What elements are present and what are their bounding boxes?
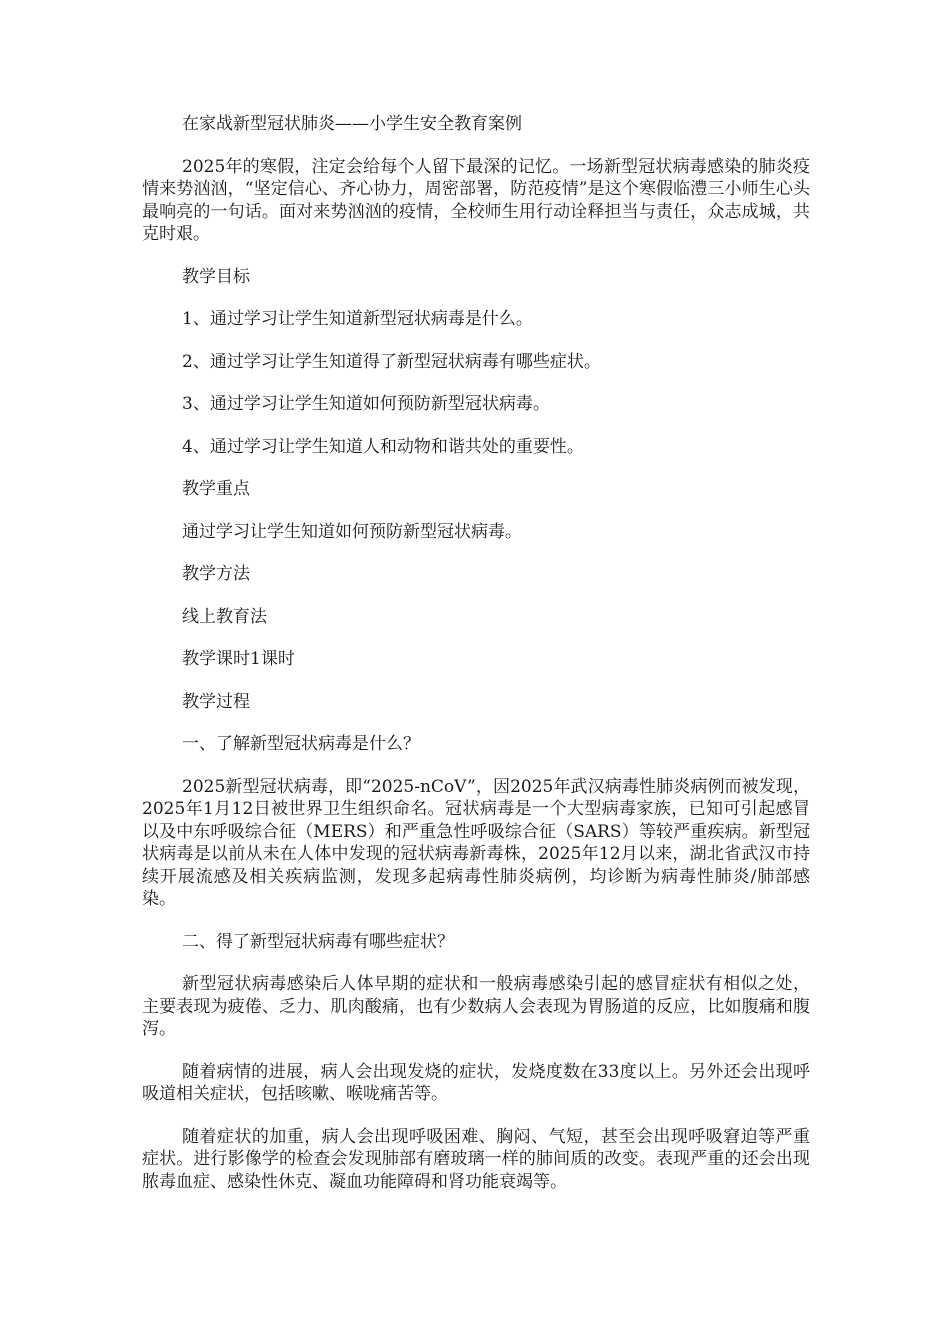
focus-text: 通过学习让学生知道如何预防新型冠状病毒。 [182, 521, 522, 542]
objective-item: 1、通过学习让学生知道新型冠状病毒是什么。 [182, 309, 533, 329]
objectives-heading: 教学目标 [182, 266, 250, 287]
objective-item: 2、通过学习让学生知道得了新型冠状病毒有哪些症状。 [182, 351, 601, 372]
method-text: 线上教育法 [182, 606, 267, 627]
focus-heading: 教学重点 [182, 479, 250, 499]
document-body [142, 113, 810, 1213]
document-title: 在家战新型冠状肺炎——小学生安全教育案例 [182, 114, 522, 134]
section2-paragraph-early-symptoms: 新型冠状病毒感染后人体早期的症状和一般病毒感染引起的感冒症状有相似之处，主要表现为疲倦、乏力、肌肉酸痛，也有少数病人会表现为胃肠道的反应，比如腹痛和腹泻。 [142, 974, 810, 1039]
hours-text: 教学课时1课时 [182, 649, 295, 669]
section2-heading: 二、得了新型冠状病毒有哪些症状？ [182, 931, 454, 952]
objective-item: 4、通过学习让学生知道人和动物和谐共处的重要性。 [182, 436, 584, 457]
section1-heading: 一、了解新型冠状病毒是什么？ [182, 734, 420, 754]
method-heading: 教学方法 [182, 564, 250, 584]
section2-paragraph-fever: 随着病情的进展，病人会出现发烧的症状，发烧度数在33度以上。另外还会出现呼吸道相关症状，包括咳嗽、喉咙痛苦等。 [142, 1061, 810, 1104]
objective-item: 3、通过学习让学生知道如何预防新型冠状病毒。 [182, 394, 550, 414]
intro-paragraph: 2025年的寒假，注定会给每个人留下最深的记忆。一场新型冠状病毒感染的肺炎疫情来势汹汹，“坚定信心、齐心协力，周密部署，防范疫情”是这个寒假临澧三小师生心头最响亮的一句话。面对来势汹汹的疫情，全校师生用行动诠释担当与责任，众志成城，共克时艰。 [142, 156, 810, 244]
process-heading: 教学过程 [182, 691, 250, 712]
section2-paragraph-severe: 随着症状的加重，病人会出现呼吸困难、胸闷、气短，甚至会出现呼吸窘迫等严重症状。进行影像学的检查会发现肺部有磨玻璃一样的肺间质的改变。表现严重的还会出现脓毒血症、感染性休克、凝血功能障碍和肾功能衰竭等。 [142, 1126, 810, 1192]
section1-paragraph: 2025新型冠状病毒，即“2025-nCoV”，因2025年武汉病毒性肺炎病例而被发现，2025年1月12日被世界卫生组织命名。冠状病毒是一个大型病毒家族，已知可引起感冒以及中东呼吸综合征（MERS）和严重急性呼吸综合征（SARS）等较严重疾病。新型冠状病毒是以前从未在人体中发现的冠状病毒新毒株，2025年12月以来，湖北省武汉市持续开展流感及相关疾病监测，发现多起病毒性肺炎病例，均诊断为病毒性肺炎/肺部感染。 [142, 776, 810, 909]
